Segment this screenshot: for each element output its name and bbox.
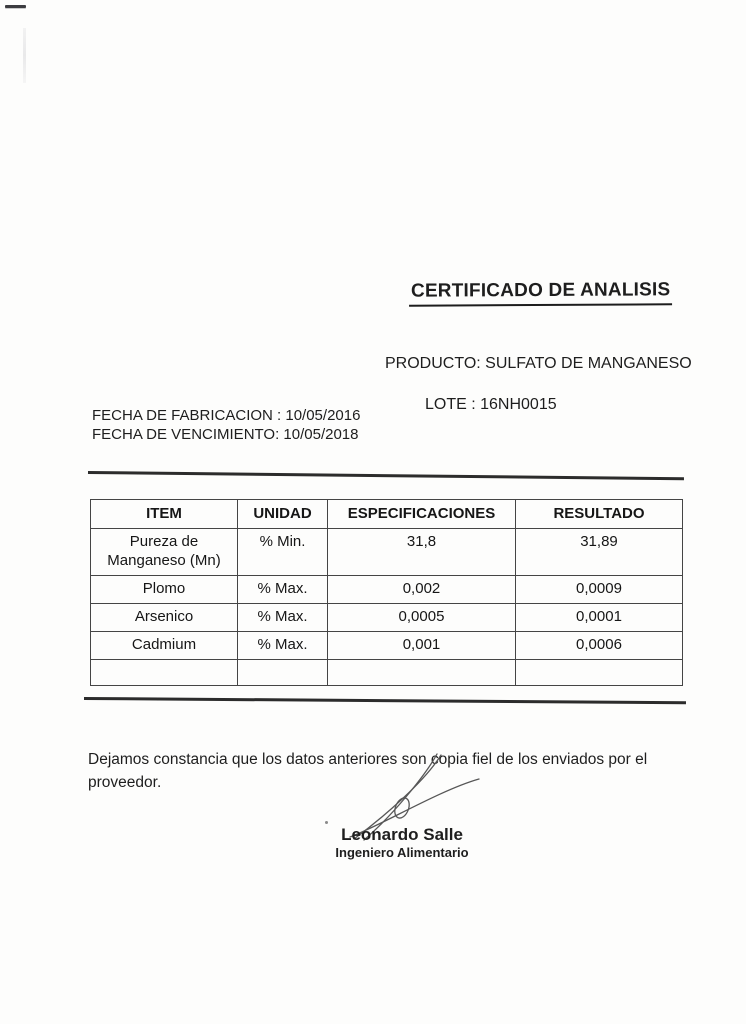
- cell-especificaciones: [328, 660, 516, 686]
- dates-block: [92, 407, 360, 444]
- table-row-empty: [91, 660, 683, 686]
- signature-block: [312, 825, 492, 861]
- cell-resultado: [516, 660, 683, 686]
- signer-role: Ingeniero Alimentario: [335, 845, 469, 860]
- table-row: [91, 529, 683, 576]
- table-row: [91, 604, 683, 632]
- cell-especificaciones: 0,001: [328, 632, 516, 660]
- cell-unidad: % Max.: [238, 632, 328, 660]
- fabrication-date-line: FECHA DE FABRICACION : 10/05/2016: [92, 407, 361, 424]
- cell-unidad: [238, 660, 328, 686]
- column-header-item: ITEM: [91, 500, 238, 529]
- cell-item: Plomo: [91, 576, 238, 604]
- product-line: PRODUCTO: SULFATO DE MANGANESO: [385, 355, 692, 372]
- table-header-row: [91, 500, 683, 529]
- cell-resultado: 0,0009: [516, 576, 683, 604]
- cell-resultado: 0,0001: [516, 604, 683, 632]
- column-header-resultado: RESULTADO: [516, 500, 683, 529]
- cell-resultado: 31,89: [516, 529, 683, 576]
- cell-item: Pureza de Manganeso (Mn): [91, 529, 238, 576]
- note-line-1: Dejamos constancia que los datos anteriores son copia fiel de los enviados por el: [88, 751, 648, 768]
- column-header-especificaciones: ESPECIFICACIONES: [328, 500, 516, 529]
- document-title: CERTIFICADO DE ANALISIS: [409, 279, 672, 306]
- scan-artifact-smudge: [23, 28, 26, 83]
- signer-name: Leonardo Salle: [341, 825, 463, 844]
- scan-artifact-dot: [325, 821, 328, 824]
- cell-unidad: % Max.: [238, 604, 328, 632]
- bottom-divider-rule: [84, 697, 686, 704]
- lot-line: LOTE : 16NH0015: [425, 396, 557, 413]
- table-row: [91, 632, 683, 660]
- note-line-2: proveedor.: [88, 774, 162, 791]
- cell-item: [91, 660, 238, 686]
- cell-especificaciones: 0,002: [328, 576, 516, 604]
- top-divider-rule: [88, 471, 684, 480]
- scan-artifact-dash: [5, 5, 26, 8]
- cell-unidad: % Min.: [238, 529, 328, 576]
- cell-especificaciones: 0,0005: [328, 604, 516, 632]
- expiry-date-line: FECHA DE VENCIMIENTO: 10/05/2018: [92, 425, 359, 443]
- cell-especificaciones: 31,8: [328, 529, 516, 576]
- cell-unidad: % Max.: [238, 576, 328, 604]
- analysis-table: [90, 499, 683, 686]
- column-header-unidad: UNIDAD: [238, 500, 328, 529]
- cell-resultado: 0,0006: [516, 632, 683, 660]
- cell-item: Cadmium: [91, 632, 238, 660]
- table-row: [91, 576, 683, 604]
- cell-item: Arsenico: [91, 604, 238, 632]
